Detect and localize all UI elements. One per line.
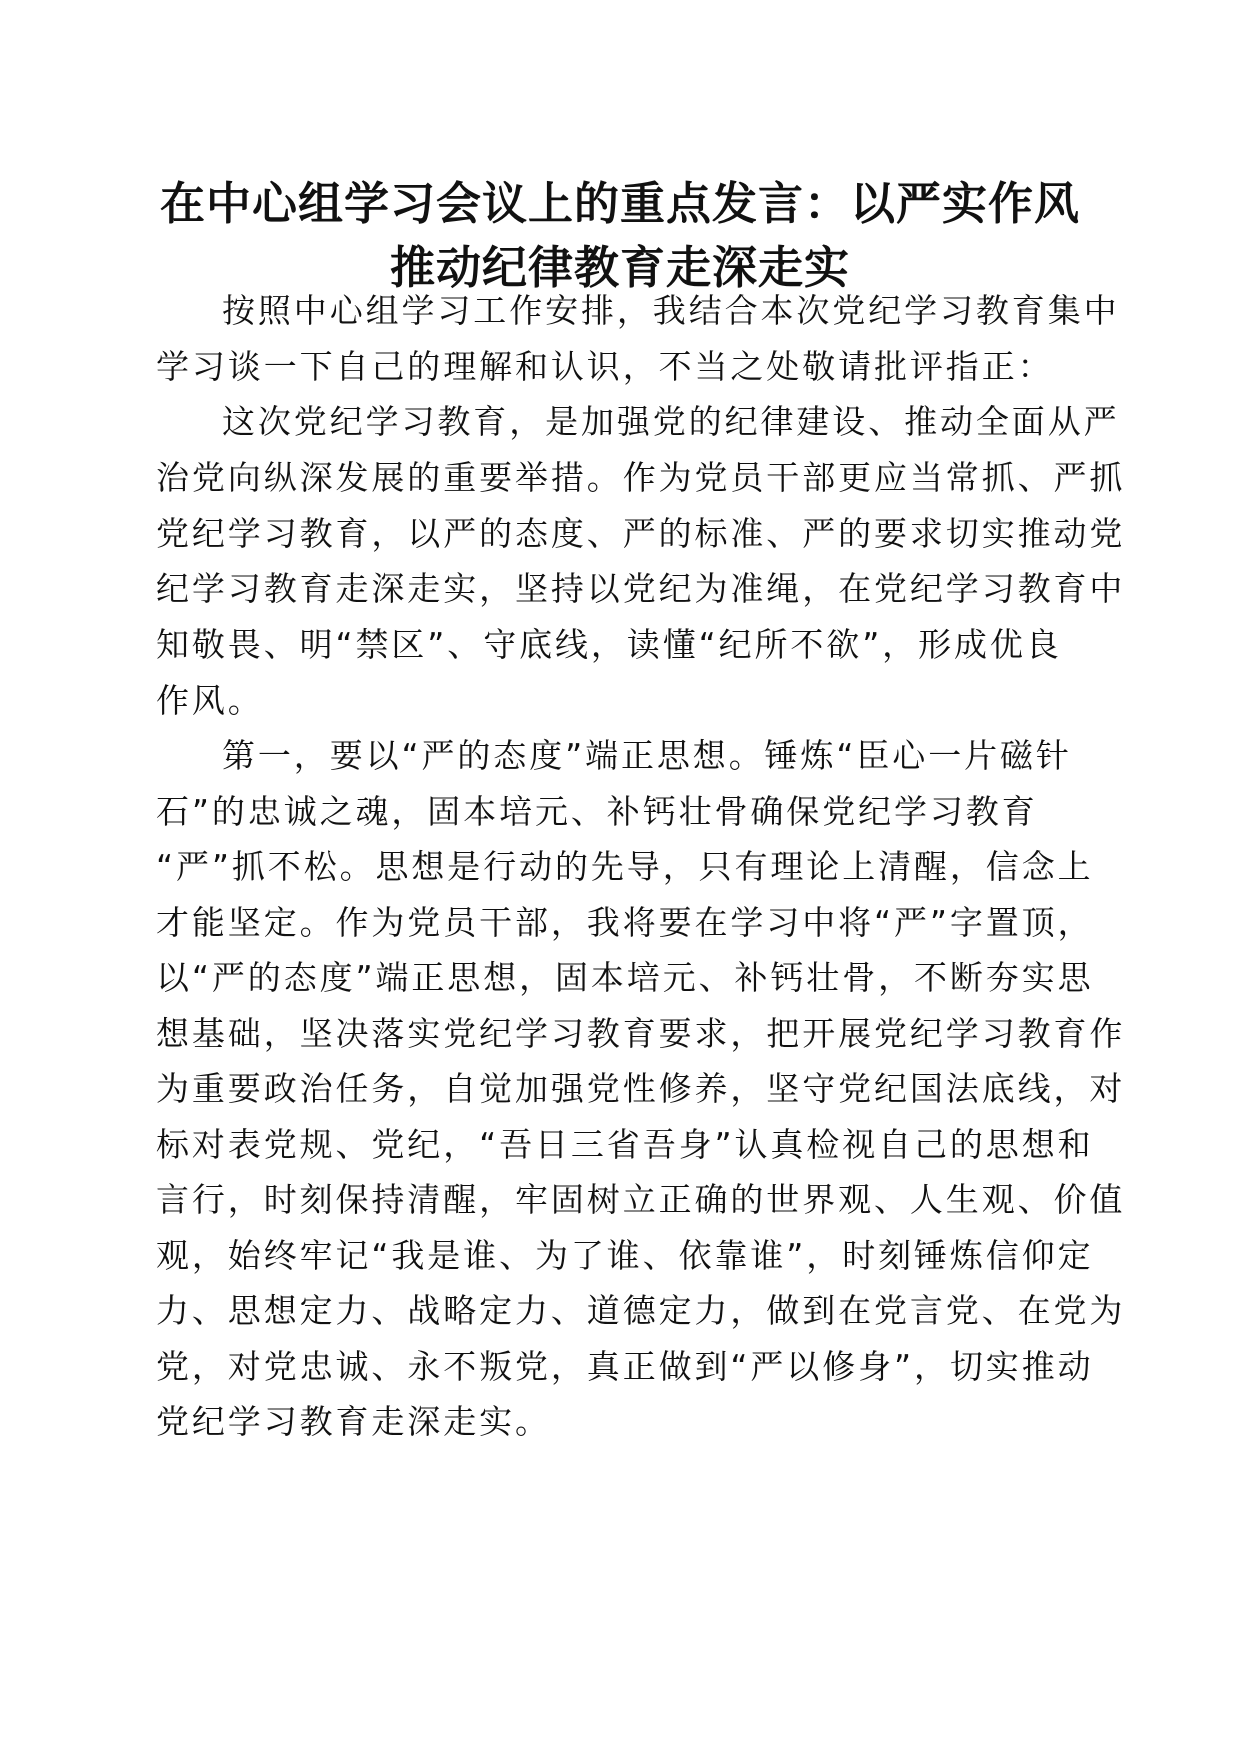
paragraph-2-line-1: 这次党纪学习教育，是加强党的纪律建设、推动全面从严 — [222, 402, 1120, 441]
paragraph-3-line-8: 标对表党规、党纪，“吾日三省吾身”认真检视自己的思想和 — [156, 1125, 1094, 1164]
paragraph-1-line-2: 学习谈一下自己的理解和认识，不当之处敬请批评指正： — [156, 347, 1054, 386]
paragraph-2-line-3: 党纪学习教育，以严的态度、严的标准、严的要求切实推动党 — [156, 514, 1126, 553]
paragraph-2-line-2: 治党向纵深发展的重要举措。作为党员干部更应当常抓、严抓 — [156, 458, 1126, 497]
paragraph-3-line-5: 以“严的态度”端正思想，固本培元、补钙壮骨，不断夯实思 — [156, 958, 1094, 997]
paragraph-2-line-4: 纪学习教育走深走实，坚持以党纪为准绳，在党纪学习教育中 — [156, 569, 1126, 608]
paragraph-3-line-9: 言行，时刻保持清醒，牢固树立正确的世界观、人生观、价值 — [156, 1180, 1126, 1219]
paragraph-3-line-6: 想基础，坚决落实党纪学习教育要求，把开展党纪学习教育作 — [156, 1014, 1126, 1053]
paragraph-3-line-3: “严”抓不松。思想是行动的先导，只有理论上清醒，信念上 — [156, 847, 1094, 886]
paragraph-3-line-13: 党纪学习教育走深走实。 — [156, 1402, 551, 1441]
paragraph-3-line-7: 为重要政治任务，自觉加强党性修养，坚守党纪国法底线，对 — [156, 1069, 1126, 1108]
paragraph-3-line-10: 观，始终牢记“我是谁、为了谁、依靠谁”，时刻锤炼信仰定 — [156, 1236, 1094, 1275]
paragraph-3-line-1: 第一，要以“严的态度”端正思想。锤炼“臣心一片磁针 — [222, 736, 1072, 775]
paragraph-3-line-4: 才能坚定。作为党员干部，我将要在学习中将“严”字置顶， — [156, 903, 1094, 942]
paragraph-3-line-11: 力、思想定力、战略定力、道德定力，做到在党言党、在党为 — [156, 1291, 1126, 1330]
document-title-line-2: 推动纪律教育走深走实 — [389, 241, 850, 294]
paragraph-2-line-6: 作风。 — [156, 681, 264, 720]
paragraph-3-line-2: 石”的忠诚之魂，固本培元、补钙壮骨确保党纪学习教育 — [156, 792, 1038, 831]
paragraph-1-line-1: 按照中心组学习工作安排，我结合本次党纪学习教育集中 — [222, 291, 1120, 330]
document-title-line-1: 在中心组学习会议上的重点发言：以严实作风 — [159, 177, 1080, 230]
paragraph-2-line-5: 知敬畏、明“禁区”、守底线，读懂“纪所不欲”，形成优良 — [156, 625, 1062, 664]
paragraph-3-line-12: 党，对党忠诚、永不叛党，真正做到“严以修身”，切实推动 — [156, 1347, 1094, 1386]
